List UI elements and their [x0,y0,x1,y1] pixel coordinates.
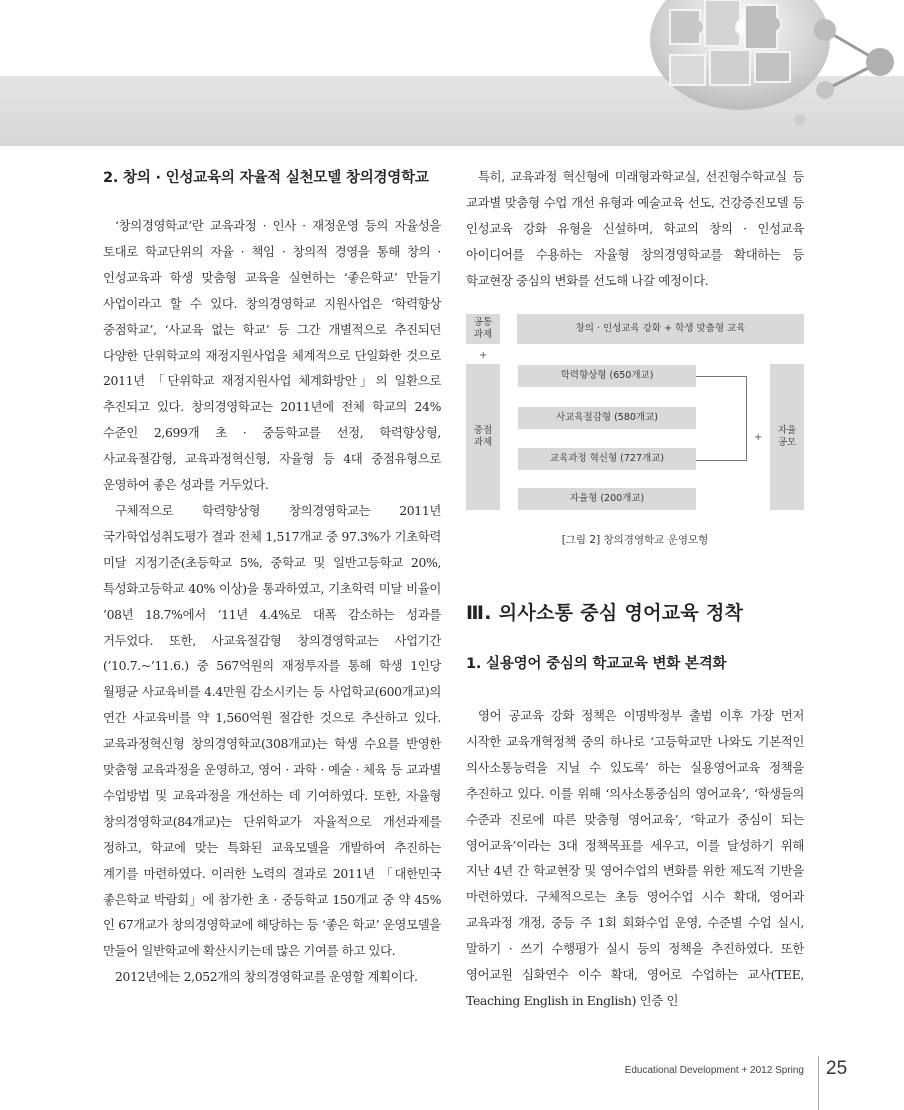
page-footer [0,1056,904,1096]
plus-sign-2: + [754,432,763,443]
page-number: 25 [826,1058,848,1079]
plus-sign-1: + [479,350,488,361]
body-paragraph-5: 영어 공교육 강화 정책은 이명박정부 출범 이후 가장 먼저 시작한 교육개혁정책 중의 하나로 ‘고등학교만 나와도 기본적인 의사소통능력을 지닐 수 있도록’ 하는 실용영어교육 정책을 추진하고 있다. 이를 위해 ‘의사소통중심의 영어교육’, ‘학생들의 수준과 진로에 따른 맞춤형 영어교육’, ‘학교가 중심이 되는 영어교육’이라는 3대 정책목표를 세우고, 이를 달성하기 위해 지난 4년 간 학교현장 및 영어수업의 변화를 위한 제도적 기반을 마련하였다. 구체적으로는 초등 영어수업 시수 확대, 영어과 교육과정 개정, 중등 주 1회 회화수업 운영, 수준별 수업 실시, 말하기 · 쓰기 수행평가 실시 등의 정책을 추진하였다. 또한 영어교원 심화연수 이수 확대, 영어로 수업하는 교사(TEE, Teaching English in English) 인증 인 [466,708,804,1008]
type-box-curriculum: 교육과정 혁신형 (727개교) [518,448,696,470]
puzzle-lightbulb-illustration [610,0,904,150]
bracket-line [696,376,747,461]
type-box-achievement: 학력향상형 (650개교) [518,365,696,387]
body-paragraph-2: 구체적으로 학력향상형 창의경영학교는 2011년 국가학업성취도평가 결과 전체 1,517개교 중 97.3%가 기초학력 미달 지정기준(초등학교 5%, 중학교 및 일반고등학교 20%, 특성화고등학교 40% 이상)을 통과하였고, 기초학력 미달 비율이 ’08년 18.7%에서 ’11년 4.4%로 대폭 감소하는 성과를 거두었다. 또한, 사교육절감형 창의경영학교는 사업기간(’10.7.~’11.6.) 중 567억원의 재정투자를 통해 학생 1인당 월평균 사교육비를 4.4만원 감소시키는 등 사업학교(600개교)의 연간 사교육비를 약 1,560억원 절감한 것으로 추산하고 있다. 교육과정혁신형 창의경영학교(308개교)는 학생 수요를 반영한 맞춤형 교육과정을 운영하고, 영어 · 과학 · 예술 · 체육 등 교과별 수업방법 및 교육과정을 개선하는 데 기여하였다. 또한, 자율형 창의경영학교(84개교)는 단위학교가 자율적으로 개선과제를 정하고, 학교에 맞는 특화된 교육모델을 개발하여 추진하는 계기를 마련하였다. 이러한 노력의 결과로 2011년 「대한민국 좋은학교 박람회」에 참가한 초 · 중등학교 150개교 중 약 45%인 67개교가 창의경영학교에 해당하는 등 ‘좋은 학교’ 운영모델을 만들어 일반학교에 확산시키는데 많은 기여를 하고 있다. [103,502,441,959]
left-column [103,166,441,990]
body-paragraph-1: ‘창의경영학교’란 교육과정 · 인사 · 재정운영 등의 자율성을 토대로 학교단위의 자율 · 책임 · 창의적 경영을 통해 창의 · 인성교육과 학생 맞춤형 교육을 실현하는 ‘좋은학교’ 만들기 사업이라고 할 수 있다. 창의경영학교 지원사업은 ‘학력향상 중점학교’, ‘사교육 없는 학교’ 등 그간 개별적으로 추진되던 다양한 단위학교의 재정지원사업을 체계적으로 단일화한 것으로 2011년 「단위학교 재정지원사업 체계화방안」의 일환으로 추진되고 있다. 창의경영학교는 2011년에 전체 학교의 24% 수준인 2,699개 초 · 중등학교를 선정, 학력향상형, 사교육절감형, 교육과정혁신형, 자율형 등 4대 중점유형으로 운영하여 좋은 성과를 거두었다. [103,218,441,493]
right-column-top [466,166,804,294]
type-box-private-education: 사교육절감형 (580개교) [518,407,696,429]
open-call-label: 자율 공모 [770,364,804,510]
type-box-autonomous: 자율형 (200개교) [518,488,696,510]
body-paragraph-3: 2012년에는 2,052개의 창의경영학교를 운영할 계획이다. [115,969,418,985]
chapter-title: Ⅲ. 의사소통 중심 영어교육 정착 [466,602,744,624]
section-heading-3: 1. 실용영어 중심의 학교교육 변화 본격화 [466,656,727,672]
section-heading-2: 2. 창의 · 인성교육의 자율적 실천모델 창의경영학교 [103,170,429,186]
figure-caption: [그림 2] 창의경영학교 운영모형 [561,534,709,546]
footer-divider [818,1056,819,1110]
journal-title: Educational Development + 2012 Spring [624,1065,804,1076]
body-paragraph-4: 특히, 교육과정 혁신형에 미래형과학교실, 선진형수학교실 등 교과별 맞춤형 수업 개선 유형과 예술교육 선도, 건강증진모델 등 인성교육 강화 유형을 신설하며, 학교의 창의 · 인성교육 아이디어를 수용하는 자율형 창의경영학교를 확대하는 등 학교현장 중심의 변화를 선도해 나갈 예정이다. [466,169,804,288]
right-column-bottom [466,703,804,1014]
focus-task-label: 중점 과제 [466,364,500,510]
common-task-box: 창의 · 인성교육 강화 + 학생 맞춤형 교육 [517,314,804,344]
common-task-label: 공통 과제 [466,314,500,344]
operation-model-figure [466,312,804,512]
